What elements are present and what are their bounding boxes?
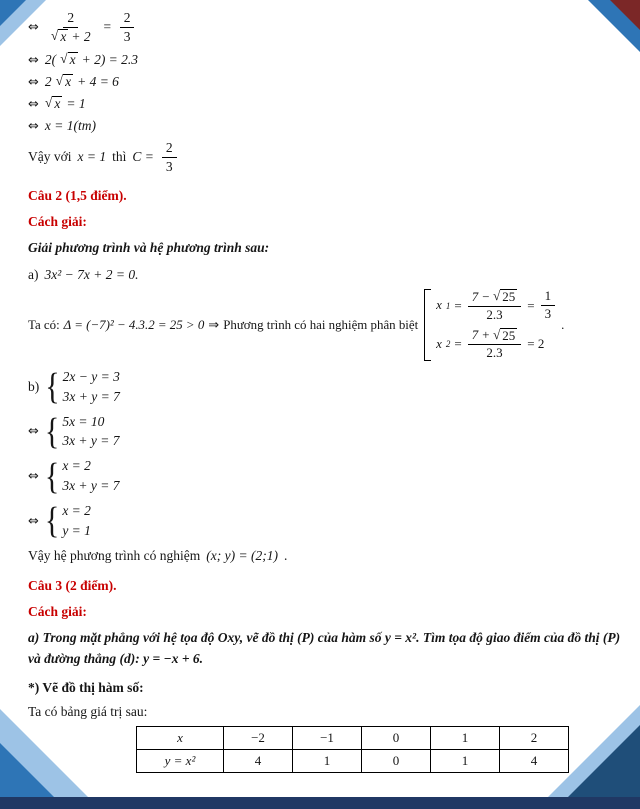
iff-symbol: ⇔ bbox=[28, 19, 39, 35]
left-brace: { bbox=[44, 455, 60, 497]
table-cell: 1 bbox=[431, 749, 500, 772]
system-equation: 3x + y = 7 bbox=[62, 478, 120, 494]
sqrt-expression: √ x bbox=[60, 51, 76, 68]
system-equation: 2x − y = 3 bbox=[62, 368, 120, 384]
item-label: a) bbox=[28, 267, 39, 283]
equation-line-2 bbox=[28, 52, 626, 68]
cau2-item-a bbox=[28, 267, 626, 283]
cau2-item-b bbox=[28, 365, 626, 408]
fraction-numerator: 7 + √ 25 bbox=[468, 328, 522, 345]
iff-symbol: ⇔ bbox=[28, 96, 39, 112]
corner-decoration-bottom-left-dark bbox=[0, 743, 54, 797]
text: Vậy với bbox=[28, 149, 72, 165]
table-cell: 0 bbox=[362, 726, 431, 749]
system-equation: x = 2 bbox=[62, 503, 91, 519]
table-cell: y = x² bbox=[137, 749, 224, 772]
system-equation: 3x + y = 7 bbox=[62, 433, 120, 449]
implies-symbol: ⇒ bbox=[208, 317, 220, 333]
cau2-cach-giai: Cách giải: bbox=[28, 214, 87, 230]
math-text: C = bbox=[132, 149, 154, 165]
fraction-denominator bbox=[47, 28, 95, 45]
system-equation: y = 1 bbox=[62, 522, 91, 538]
cau3-heading: Câu 3 (2 điểm). bbox=[28, 577, 117, 593]
table-row-x bbox=[137, 726, 569, 749]
corner-decoration-bottom-right-dark bbox=[568, 725, 640, 797]
period: . bbox=[561, 317, 565, 332]
text: Phương trình có hai nghiệm phân biệt bbox=[223, 317, 419, 332]
fraction bbox=[468, 289, 522, 322]
cau3-item-a-statement: a) Trong mặt phẳng với hệ tọa độ Oxy, vẽ đồ thị (P) của hàm số y = x². Tìm tọa độ giao điểm của đồ thị (P) và đường thẳng (d): y = −x + 6. bbox=[28, 629, 621, 666]
fraction-numerator: 2 bbox=[120, 10, 135, 28]
math-text: x = 1 bbox=[77, 149, 107, 165]
table-row-y bbox=[137, 749, 569, 772]
cau3-plot-heading: *) Vẽ đồ thị hàm số: bbox=[28, 679, 144, 695]
period: . bbox=[284, 547, 288, 563]
math-text: (x; y) = (2;1) bbox=[206, 547, 278, 563]
sqrt-symbol: √ bbox=[493, 288, 501, 304]
cau2-heading: Câu 2 (1,5 điểm). bbox=[28, 188, 127, 204]
expression: x = 1(tm) bbox=[44, 118, 96, 134]
subscript: 2 bbox=[445, 339, 451, 350]
table-cell: 4 bbox=[500, 749, 569, 772]
table-cell: 2 bbox=[500, 726, 569, 749]
cau2-system-step-2 bbox=[28, 410, 626, 452]
fraction bbox=[120, 10, 135, 44]
fraction bbox=[162, 140, 177, 174]
result: = 2 bbox=[527, 336, 545, 352]
cau2-delta-line bbox=[28, 289, 626, 360]
equation-line-5 bbox=[28, 118, 626, 134]
sqrt-expression: √ 25 bbox=[493, 288, 516, 305]
sqrt-expression: √ x bbox=[44, 95, 61, 112]
table-cell: 0 bbox=[362, 749, 431, 772]
equation-line-4 bbox=[28, 96, 626, 112]
system-equation: 5x = 10 bbox=[62, 413, 105, 429]
left-brace: { bbox=[45, 365, 60, 408]
cau2-system-step-3 bbox=[28, 455, 626, 497]
expression: √ x = 1 bbox=[44, 95, 86, 112]
bottom-bar-decoration bbox=[0, 797, 640, 809]
document-content bbox=[28, 6, 626, 773]
cau2-conclusion bbox=[28, 548, 626, 564]
sqrt-expression: √ 25 bbox=[493, 326, 516, 343]
fraction-denominator: 2.3 bbox=[486, 306, 503, 322]
fraction bbox=[541, 289, 556, 322]
equation-line-3 bbox=[28, 74, 626, 90]
table-cell: 1 bbox=[431, 726, 500, 749]
fraction-denominator: 3 bbox=[165, 158, 173, 174]
equation-line-1 bbox=[28, 10, 626, 44]
conclusion-line-1 bbox=[28, 140, 626, 174]
sqrt-symbol: √ bbox=[44, 95, 53, 111]
fraction-denominator: 3 bbox=[544, 306, 552, 322]
fraction-numerator: 2 bbox=[63, 10, 78, 28]
iff-symbol: ⇔ bbox=[28, 52, 39, 68]
sqrt-expression: √ x bbox=[55, 73, 72, 90]
expression: 2( √ x + 2) = 2.3 bbox=[44, 51, 139, 68]
fraction-numerator: 1 bbox=[541, 289, 556, 306]
fraction-numerator: 2 bbox=[162, 140, 177, 158]
quadratic-equation: 3x² − 7x + 2 = 0. bbox=[44, 267, 139, 283]
iff-symbol: ⇔ bbox=[28, 469, 39, 485]
table-cell: −2 bbox=[224, 726, 293, 749]
left-brace: { bbox=[44, 500, 60, 542]
corner-decoration-top-left-dark bbox=[0, 0, 26, 26]
text: Vậy hệ phương trình có nghiệm bbox=[28, 547, 201, 563]
equation-system bbox=[45, 365, 120, 408]
equals-sign: = bbox=[454, 336, 462, 352]
table-cell: −1 bbox=[293, 726, 362, 749]
solutions-bracket bbox=[424, 289, 431, 360]
equals-sign: = bbox=[527, 297, 535, 313]
sqrt-symbol: √ bbox=[60, 51, 68, 67]
system-equation: x = 2 bbox=[62, 458, 91, 474]
left-brace: { bbox=[44, 410, 60, 452]
denominator-tail: + 2 bbox=[71, 28, 91, 44]
text: thì bbox=[112, 149, 127, 165]
equals-sign: = bbox=[102, 19, 112, 35]
system-equation: 3x + y = 7 bbox=[62, 388, 120, 404]
solution-x1: x 1 = 7 − √ 25 2.3 = $\frac{1}{3}$ bbox=[436, 289, 557, 322]
equals-sign: = bbox=[454, 297, 462, 313]
solution-x2: x 2 = 7 + √ 25 2.3 = 2 bbox=[436, 326, 545, 360]
cau2-intro: Giải phương trình và hệ phương trình sau: bbox=[28, 240, 270, 256]
item-label: b) bbox=[28, 379, 40, 395]
sqrt-symbol: √ bbox=[55, 73, 64, 89]
iff-symbol: ⇔ bbox=[28, 424, 39, 440]
equation-system bbox=[44, 410, 120, 452]
sqrt-symbol: √ bbox=[493, 326, 501, 342]
fraction-denominator: 2.3 bbox=[486, 344, 503, 360]
subscript: 1 bbox=[445, 300, 451, 311]
iff-symbol: ⇔ bbox=[28, 513, 39, 529]
sqrt-expression: √ x bbox=[50, 27, 67, 44]
fraction-numerator: 7 − √ 25 bbox=[468, 289, 522, 306]
fraction bbox=[468, 328, 522, 361]
iff-symbol: ⇔ bbox=[28, 118, 39, 134]
cau3-cach-giai: Cách giải: bbox=[28, 603, 87, 619]
iff-symbol: ⇔ bbox=[28, 74, 39, 90]
values-table bbox=[136, 726, 569, 773]
corner-decoration-top-right-maroon bbox=[610, 0, 640, 30]
fraction-denominator: 3 bbox=[123, 28, 131, 44]
text: Ta có: bbox=[28, 317, 60, 332]
table-cell: 4 bbox=[224, 749, 293, 772]
equation-system bbox=[44, 455, 120, 497]
cau3-table-intro: Ta có bảng giá trị sau: bbox=[28, 703, 148, 719]
equation-system bbox=[44, 500, 91, 542]
sqrt-symbol: √ bbox=[50, 27, 59, 43]
expression: 2 √ x + 4 = 6 bbox=[44, 73, 119, 90]
fraction bbox=[47, 10, 95, 44]
cau2-system-step-4 bbox=[28, 500, 626, 542]
delta-expression: Δ = (−7)² − 4.3.2 = 25 > 0 bbox=[63, 317, 205, 332]
table-cell: x bbox=[137, 726, 224, 749]
solutions-group bbox=[424, 289, 557, 360]
table-cell: 1 bbox=[293, 749, 362, 772]
